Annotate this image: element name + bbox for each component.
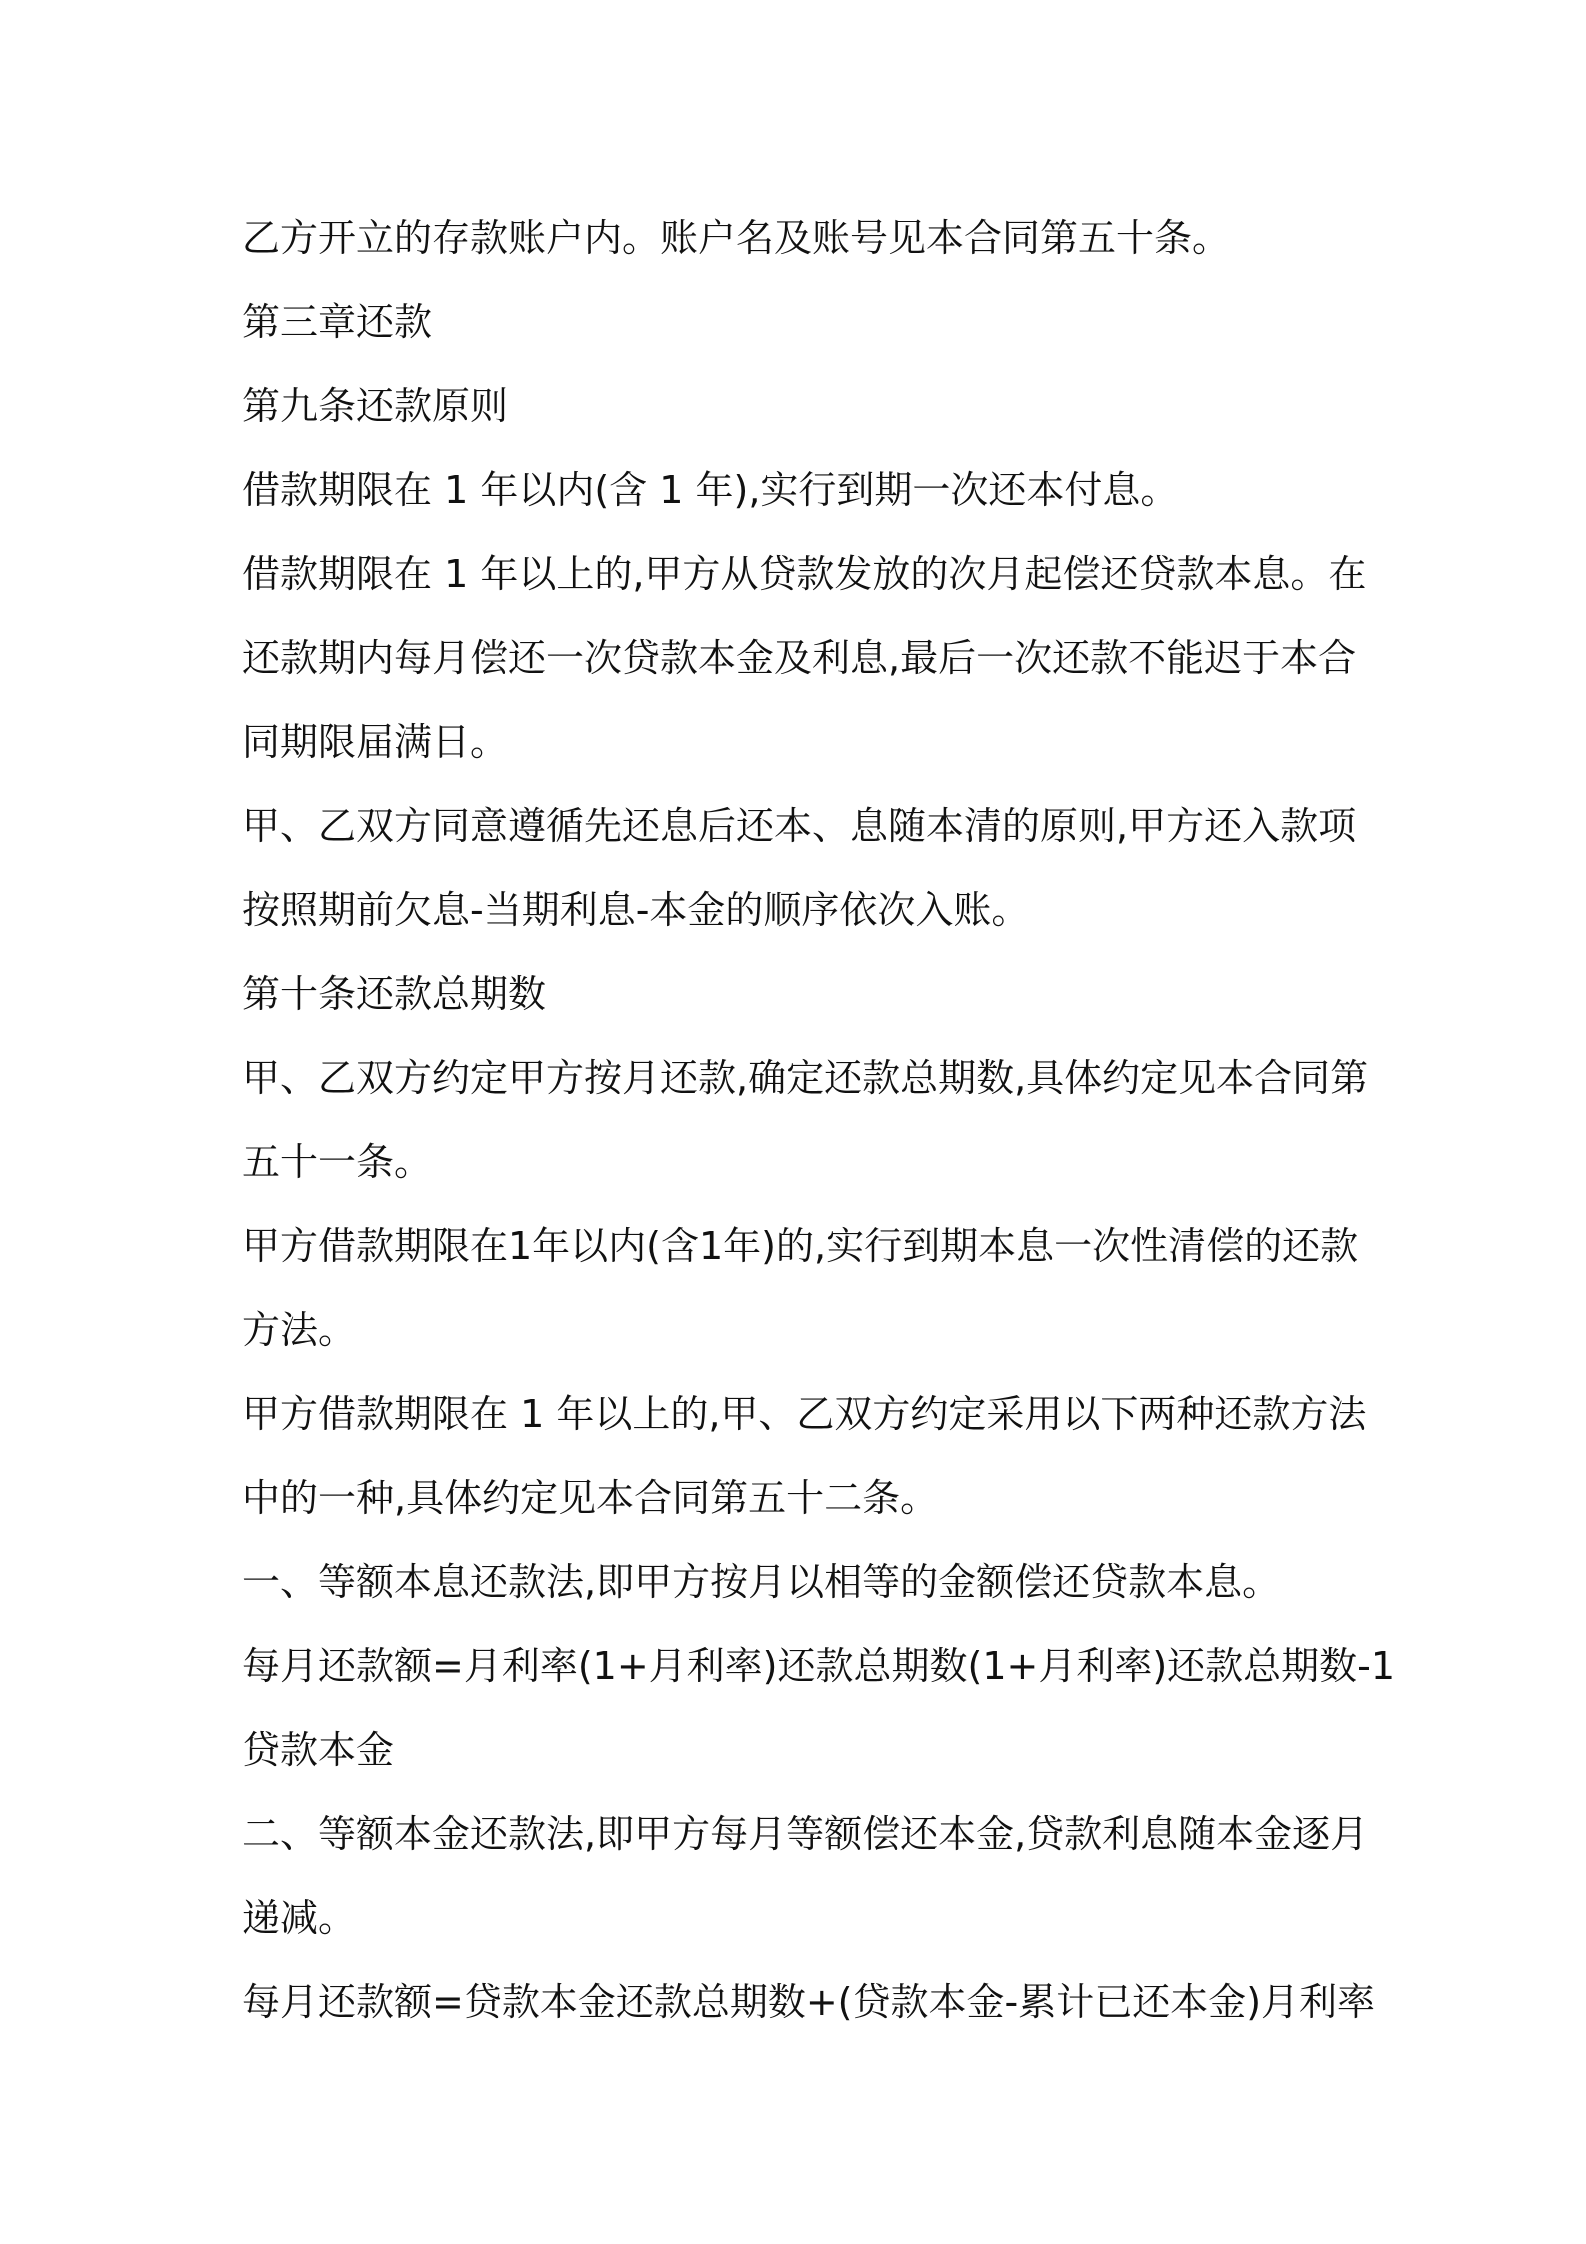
text-line: 借款期限在 1 年以内(含 1 年),实行到期一次还本付息。 xyxy=(242,468,1179,512)
formula-line: 每月还款额=贷款本金还款总期数+(贷款本金-累计已还本金)月利率 xyxy=(242,1980,1376,2024)
text-line: 递减。 xyxy=(242,1896,357,1940)
text-line: 同期限届满日。 xyxy=(242,720,509,764)
formula-line: 每月还款额=月利率(1+月利率)还款总期数(1+月利率)还款总期数-1 xyxy=(242,1644,1396,1688)
text-line: 贷款本金 xyxy=(242,1728,395,1772)
text-line: 甲、乙双方同意遵循先还息后还本、息随本清的原则,甲方还入款项 xyxy=(242,804,1357,848)
chapter-heading: 第三章还款 xyxy=(242,300,433,344)
text-line: 按照期前欠息-当期利息-本金的顺序依次入账。 xyxy=(242,888,1030,932)
text-line: 中的一种,具体约定见本合同第五十二条。 xyxy=(242,1476,939,1520)
document-body xyxy=(242,196,1396,2044)
text-line: 五十一条。 xyxy=(242,1140,433,1184)
text-line: 甲、乙双方约定甲方按月还款,确定还款总期数,具体约定见本合同第 xyxy=(242,1056,1369,1100)
text-line: 甲方借款期限在 1 年以上的,甲、乙双方约定采用以下两种还款方法 xyxy=(242,1392,1367,1436)
text-line: 二、等额本金还款法,即甲方每月等额偿还本金,贷款利息随本金逐月 xyxy=(242,1812,1369,1856)
text-line: 乙方开立的存款账户内。账户名及账号见本合同第五十条。 xyxy=(242,216,1231,260)
text-line: 方法。 xyxy=(242,1308,357,1352)
text-line: 还款期内每月偿还一次贷款本金及利息,最后一次还款不能迟于本合 xyxy=(242,636,1357,680)
text-line: 一、等额本息还款法,即甲方按月以相等的金额偿还贷款本息。 xyxy=(242,1560,1281,1604)
text-line: 甲方借款期限在1年以内(含1年)的,实行到期本息一次性清偿的还款 xyxy=(242,1224,1359,1268)
article-heading: 第九条还款原则 xyxy=(242,384,509,428)
article-heading: 第十条还款总期数 xyxy=(242,972,547,1016)
text-line: 借款期限在 1 年以上的,甲方从贷款发放的次月起偿还贷款本息。在 xyxy=(242,552,1367,596)
